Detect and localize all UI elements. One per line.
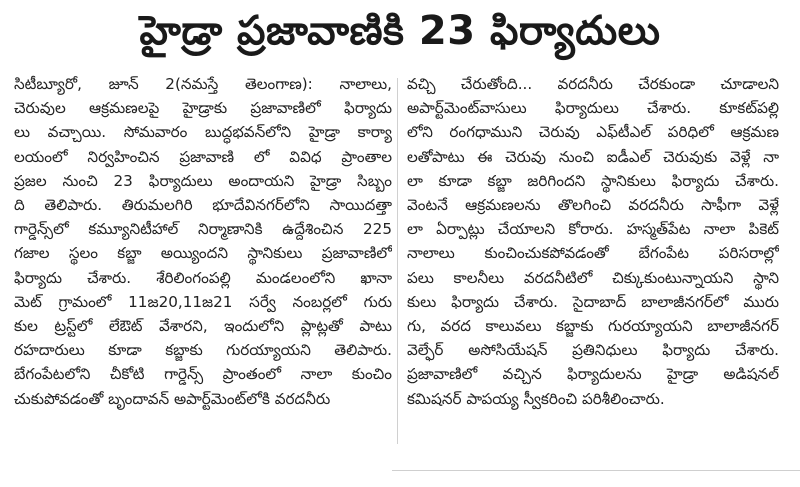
text-line: ఫిర్యాదు చేశారు. శేరిలింగంపల్లి మండలంలోని ఖానా: [14, 268, 392, 287]
text-line: పలు కాలనీలు వరదనీటిలో చిక్కుకుంటున్నాయని స్థాని: [407, 268, 779, 287]
text-line: చెరువుల ఆక్రమణలపై హైడ్రాకు ప్రజావాణిలో ఫిర్యాదు: [14, 99, 392, 118]
text-line: సిటీబ్యూరో, జూన్ 2(నమస్తే తెలంగాణ): నాలాలు,: [14, 75, 392, 93]
text-line: గు, వరద కాలువలు కబ్జాకు గురయ్యాయని బాలాజీనగర్: [407, 317, 779, 336]
text-line: బేగంపేటలోని చీకోటి గార్డెన్స్ ప్రాంతంలో నాలా కుంచిం: [14, 365, 392, 384]
text-line: వచ్చి చేరుతోంది... వరదనీరు చేరకుండా చూడాలని: [407, 75, 779, 93]
text-line: అపార్ట్‌మెంట్‌వాసులు ఫిర్యాదులు చేశారు. కూకట్‌పల్లి: [407, 99, 779, 118]
text-line: రహదారులు కూడా కబ్జాకు గురయ్యాయని తెలిపారు.: [14, 341, 392, 360]
text-line: కమిషనర్ పాపయ్య స్వీకరించి పరిశీలించారు.: [407, 389, 665, 408]
text-line: గజాల స్థలం కబ్జా అయ్యిందని స్థానికులు ప్రజావాణిలో: [14, 244, 392, 263]
text-line: మెట్ గ్రామంలో 11జ20,11జ21 సర్వే నంబర్లలో గురు: [14, 292, 392, 311]
text-line: లయంలో నిర్వహించిన ప్రజావాణి లో వివిధ ప్రాంతాల: [14, 147, 392, 166]
text-line: చుకుపోవడంతో బృందావన్ అపార్ట్‌మెంట్‌లోకి వరదనీరు: [14, 389, 331, 408]
text-line: కుల ట్రస్ట్‌లో లేఔట్ వేశారని, ఇందులోని ప్లాట్లతో పాటు: [14, 317, 392, 336]
text-line: కులు ఫిర్యాదు చేశారు. సైదాబాద్ బాలాజీనగర్‌లో మురు: [407, 292, 779, 311]
text-line: నాలాలు కుంచించుకపోవడంతో బేగంపేట పరిసరాల్లో: [407, 244, 779, 263]
text-line: ప్రజల నుంచి 23 ఫిర్యాదులు అందాయని హైడ్రా సిబ్బం: [14, 171, 392, 190]
text-line: లా ఏర్పాట్లు చేయాలని కోరారు. హస్మత్‌పేట నాలా పికెట్: [407, 220, 779, 239]
text-line: ప్రజావాణిలో వచ్చిన ఫిర్యాదులను హైడ్రా అడిషనల్: [407, 365, 779, 384]
article-column-right: [407, 72, 779, 411]
text-line: గార్డెన్స్‌లో కమ్యూనిటీహాల్ నిర్మాణానికి ఉద్దేశించిన 225: [14, 220, 392, 239]
text-line: లోని రంగధాముని చెరువు ఎఫ్‌టీఎల్ పరిధిలో ఆక్రమణ: [407, 123, 779, 142]
bottom-rule: [392, 470, 800, 471]
column-divider: [397, 78, 398, 444]
text-line: వెల్ఫేర్ అసోసియేషన్ ప్రతినిధులు ఫిర్యాదు చేశారు.: [407, 341, 779, 360]
text-line: లు వచ్చాయి. సోమవారం బుద్ధభవన్‌లోని హైడ్రా కార్యా: [14, 123, 392, 142]
text-line: లతోపాటు ఈ చెరువు నుంచి ఐడీఎల్ చెరువుకు వెళ్లే నా: [407, 147, 779, 166]
text-line: లా కూడా కబ్జా జరిగిందని స్థానికులు ఫిర్యాదు చేశారు.: [407, 171, 779, 190]
article-body: [14, 72, 790, 452]
article-column-left: [14, 72, 392, 411]
text-line: వెంటనే ఆక్రమణలను తొలగించి వరదనీరు సాఫీగా వెళ్లే: [407, 196, 779, 215]
text-line: ది తెలిపారు. తిరుమలగిరి భూదేవినగర్‌లోని సాయిదత్తా: [14, 196, 392, 215]
headline: హైడ్రా ప్రజావాణికి 23 ఫిర్యాదులు: [139, 8, 661, 54]
